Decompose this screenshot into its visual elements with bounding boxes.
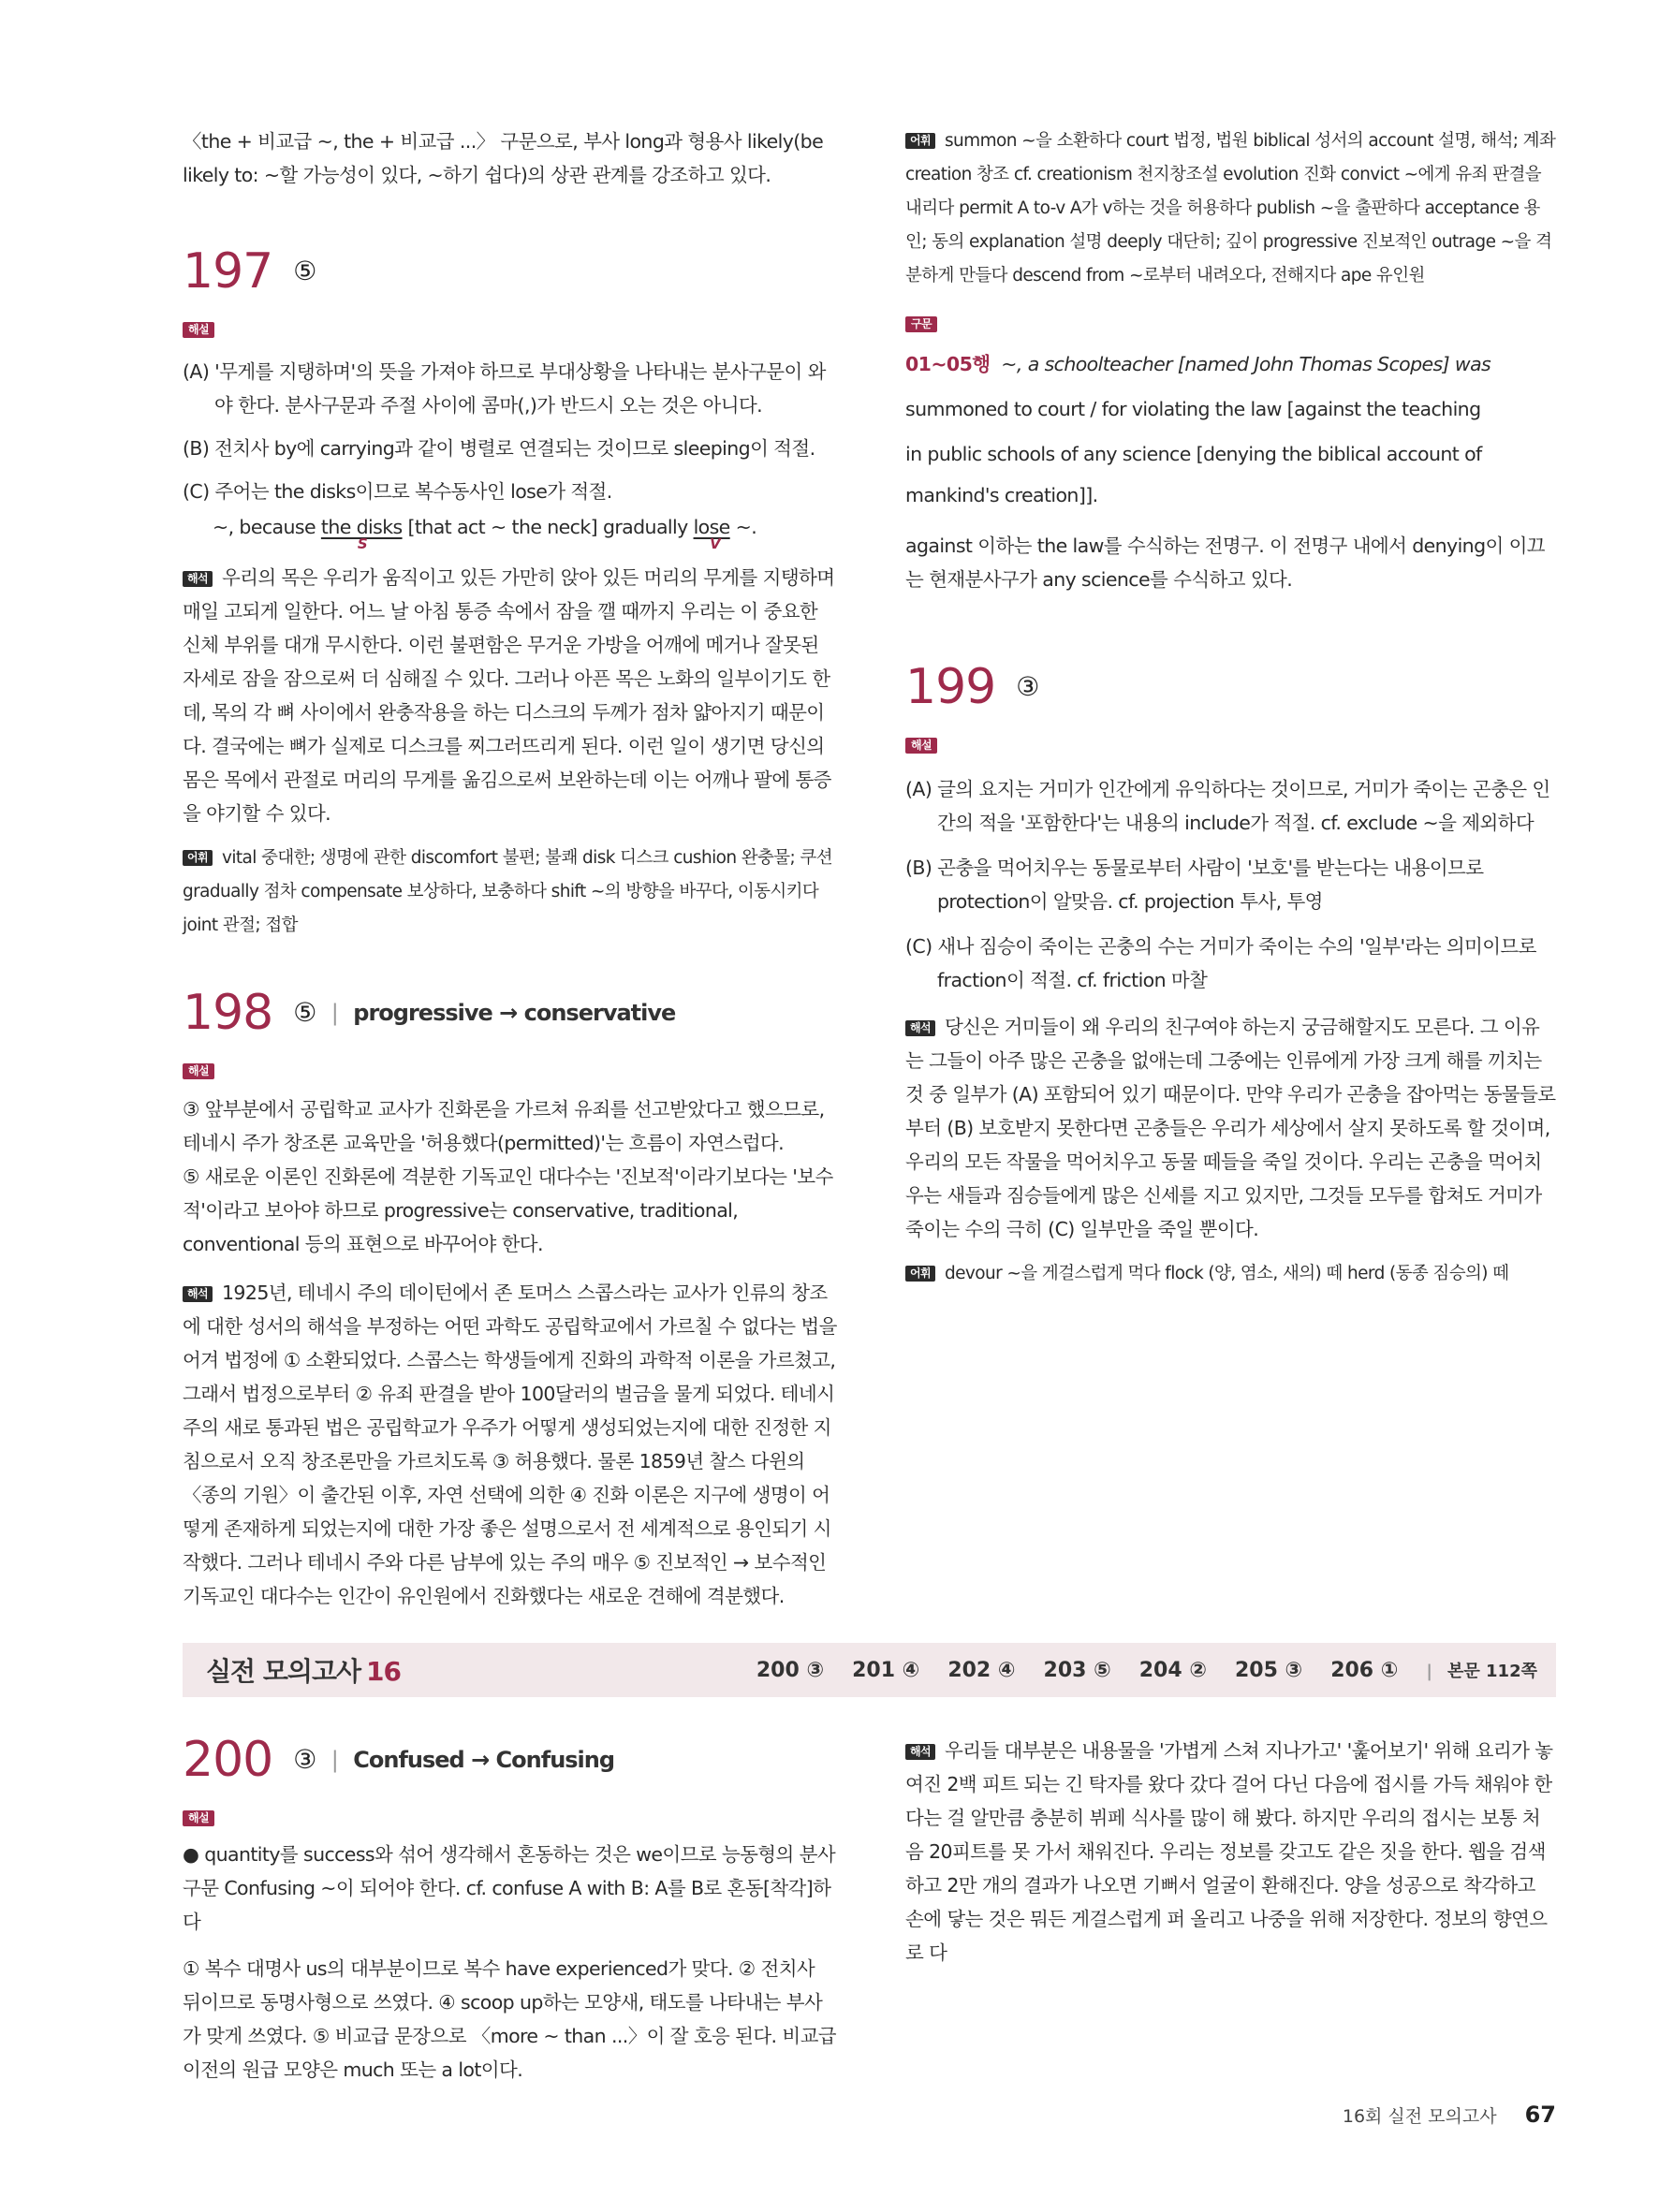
q198-explanation — [183, 1053, 838, 1613]
syntax-note: against 이하는 the law를 수식하는 전명구. 이 전명구 내에서 denying이 이끄는 현재분사구가 any science를 수식하고 있다. — [905, 535, 1546, 591]
intro-line-2: likely to: ~할 가능성이 있다, ~하기 쉽다)의 상관 관계를 강조하고 있다. — [183, 164, 771, 186]
band-answer: 201 ④ — [852, 1658, 920, 1682]
explanation-tag: 해설 — [183, 1810, 214, 1826]
band-reference: | 본문 112쪽 — [1426, 1662, 1537, 1681]
question-answer: ③ — [1016, 671, 1039, 702]
syntax-line-3: in public schools of any science [denying the biblical account of — [905, 443, 1482, 465]
section-band — [183, 1643, 1556, 1697]
q198-syntax — [905, 306, 1556, 596]
q200-right — [905, 1734, 1556, 1970]
q198-point-3: ③ 앞부분에서 공립학교 교사가 진화론을 가르쳐 유죄를 선고받았다고 했으므로, 테네시 주가 창조론 교육만을 '허용했다(permitted)'는 흐름이 자연스럽다. — [183, 1098, 825, 1154]
vocab-tag: 어휘 — [905, 1266, 935, 1282]
question-correction: progressive → conservative — [353, 1000, 676, 1026]
q200-left — [183, 1727, 838, 2081]
page-number: 67 — [1524, 2102, 1556, 2128]
band-title: 실전 모의고사 16 — [206, 1656, 402, 1687]
q199-item-a: (A) 글의 요지는 거미가 인간에게 유익하다는 것이므로, 거미가 죽이는 곤충은 인간의 적을 '포함한다'는 내용의 include가 적절. cf. exclude ~을 제외하다 — [905, 778, 1550, 834]
band-answer: 203 ⑤ — [1043, 1658, 1111, 1682]
q199-vocab: 어휘 devour ~을 게걸스럽게 먹다 flock (양, 염소, 새의) 떼 herd (동종 짐승의) 떼 — [905, 1257, 1556, 1291]
translation-tag: 해석 — [183, 1286, 213, 1302]
example-subject: the disks — [320, 516, 403, 538]
q200-point-3: ● quantity를 success와 섞어 생각해서 혼동하는 것은 we이므로 능동형의 분사구문 Confusing ~이 되어야 한다. cf. confuse A with B: A를 B로 혼동[착각]하다 — [183, 1843, 836, 1933]
question-199-header — [905, 654, 1556, 720]
question-number: 197 — [183, 243, 273, 300]
q197-example: ~, because the disks S [that act ~ the neck] gradually lose V ~. — [183, 510, 838, 544]
question-answer: ⑤ — [293, 256, 316, 286]
intro-line-1: 〈the + 비교급 ~, the + 비교급 ...〉 구문으로, 부사 long과 형용사 likely(be — [183, 130, 824, 153]
syntax-ref: 01~05행 — [905, 353, 991, 375]
q200-point-rest: ① 복수 대명사 us의 대부분이므로 복수 have experienced가 맞다. ② 전치사 뒤이므로 동명사형으로 쓰였다. ④ scoop up하는 모양새, 태도를 나타내는 부사가 맞게 쓰였다. ⑤ 비교급 문장으로 〈more ~ than ...〉이 잘 호응 된다. 비교급 이전의 원급 모양은 much 또는 a lot이다. — [183, 1957, 837, 2081]
explanation-tag: 해설 — [905, 738, 937, 754]
question-answer: ⑤ — [293, 997, 316, 1028]
separator: | — [330, 1000, 339, 1026]
q198-vocab: 어휘 summon ~을 소환하다 court 법정, 법원 biblical 성서의 account 설명, 해석; 계좌 creation 창조 cf. creationism 천지창조설 evolution 진화 convict ~에게 유죄 판결을 내리다 permit A to-v A가 v하는 것을 허용하다 publish ~을 출판하다 acceptance 용인; 동의 explanation 설명 deeply 대단히; 깊이 progressive 진보적인 outrage ~을 격분하게 만들다 descend from ~로부터 내려오다, 전해지다 ape 유인원 — [905, 131, 1556, 286]
syntax-line-4: mankind's creation]]. — [905, 484, 1098, 506]
q197-translation: 해석 우리의 목은 우리가 움직이고 있든 가만히 앉아 있든 머리의 무게를 지탱하며 매일 고되게 일한다. 어느 날 아침 통증 속에서 잠을 깰 때까지 우리는 이 중요한 신체 부위를 대개 무시한다. 이런 불편함은 무거운 가방을 어깨에 메거나 잘못된 자세로 잠을 잠으로써 더 심해질 수 있다. 그러나 아픈 목은 노화의 일부이기도 한데, 목의 각 뼈 사이에서 완충작용을 하는 디스크의 두께가 점차 얇아지기 때문이다. 결국에는 뼈가 실제로 디스크를 찌그러뜨리게 된다. 이런 일이 생기면 당신의 몸은 목에서 관절로 머리의 무게를 옮김으로써 보완하는데 이는 어깨나 팔에 통증을 야기할 수 있다. — [183, 566, 835, 825]
q197-explanation — [183, 312, 838, 943]
translation-tag: 해석 — [905, 1744, 935, 1760]
vocab-tag: 어휘 — [905, 133, 935, 149]
q197-item-b: (B) 전치사 by에 carrying과 같이 병렬로 연결되는 것이므로 sleeping이 적절. — [183, 437, 815, 460]
question-number: 198 — [183, 985, 273, 1041]
band-answer: 206 ① — [1330, 1658, 1399, 1682]
q197-vocab: 어휘 vital 중대한; 생명에 관한 discomfort 불편; 불쾌 disk 디스크 cushion 완충물; 쿠션 gradually 점차 compensate 보상하다, 보충하다 shift ~의 방향을 바꾸다, 이동시키다 joint 관절; 접합 — [183, 848, 833, 935]
q197-item-c: (C) 주어는 the disks이므로 복수동사인 lose가 적절. — [183, 480, 612, 503]
translation-tag: 해석 — [183, 571, 213, 587]
q197-item-a: (A) '무게를 지탱하며'의 뜻을 가져야 하므로 부대상황을 나타내는 분사구문이 와야 한다. 분사구문과 주절 사이에 콤마(,)가 반드시 오는 것은 아니다. — [183, 360, 826, 417]
syntax-tag: 구문 — [905, 316, 937, 332]
footer-label: 16회 실전 모의고사 — [1342, 2105, 1497, 2127]
left-column — [183, 125, 838, 1613]
question-number: 199 — [905, 659, 996, 715]
band-number: 16 — [366, 1656, 402, 1687]
subject-mark: S — [357, 535, 368, 552]
q199-item-b: (B) 곤충을 먹어치우는 동물로부터 사람이 '보호'를 받는다는 내용이므로 protection이 알맞음. cf. projection 투사, 투영 — [905, 857, 1484, 913]
question-correction: Confused → Confusing — [353, 1747, 615, 1773]
q198-point-5: ⑤ 새로운 이론인 진화론에 격분한 기독교인 대다수는 '진보적'이라기보다는 '보수적'이라고 보아야 하므로 progressive는 conservative, traditional, conventional 등의 표현으로 바꾸어야 한다. — [183, 1165, 833, 1255]
syntax-line-1: 01~05행 ~, a schoolteacher [named John Thomas Scopes] was — [905, 353, 1491, 375]
syntax-line-2: summoned to court / for violating the law [against the teaching — [905, 398, 1481, 420]
band-answer: 204 ② — [1138, 1658, 1207, 1682]
vocab-tag: 어휘 — [183, 850, 213, 866]
question-number: 200 — [183, 1732, 273, 1788]
band-answer: 205 ③ — [1234, 1658, 1303, 1682]
q200-explanation — [183, 1800, 838, 2081]
separator: | — [330, 1747, 339, 1773]
right-column — [905, 125, 1556, 1291]
q199-translation: 해석 당신은 거미들이 왜 우리의 친구여야 하는지 궁금해할지도 모른다. 그 이유는 그들이 아주 많은 곤충을 없애는데 그중에는 인류에게 가장 크게 해를 끼치는 것 중 일부가 (A) 포함되어 있기 때문이다. 만약 우리가 곤충을 잡아먹는 동물들로부터 (B) 보호받지 못한다면 곤충들은 우리가 세상에서 살지 못하도록 할 것이며, 우리의 모든 작물을 먹어치우고 동물 떼들을 죽일 것이다. 우리는 곤충을 먹어치우는 새들과 짐승들에게 많은 신세를 지고 있지만, 그것들 모두를 합쳐도 거미가 죽이는 수의 극히 (C) 일부만을 죽일 뿐이다. — [905, 1016, 1556, 1240]
question-answer: ③ — [293, 1744, 316, 1775]
translation-tag: 해석 — [905, 1020, 935, 1036]
question-198-header — [183, 980, 838, 1046]
page-footer — [1343, 2102, 1556, 2128]
q200-translation: 해석 우리들 대부분은 내용물을 '가볍게 스쳐 지나가고' '훑어보기' 위해 요리가 놓여진 2백 피트 되는 긴 탁자를 왔다 갔다 걸어 다닌 다음에 접시를 가득 채워야 한다는 걸 알만큼 충분히 뷔페 식사를 많이 해 봤다. 하지만 우리의 접시는 보통 처음 20피트를 못 가서 채워진다. 우리는 정보를 갖고도 같은 짓을 한다. 웹을 검색하고 2만 개의 결과가 나오면 기뻐서 얼굴이 환해진다. 양을 성공으로 착각하고 손에 닿는 것은 뭐든 게걸스럽게 퍼 올리고 나중을 위해 저장한다. 정보의 향연으로 다 — [905, 1739, 1553, 1964]
band-answers — [728, 1658, 1556, 1682]
verb-mark: V — [710, 535, 721, 552]
example-verb: lose — [693, 516, 730, 538]
explanation-tag: 해설 — [183, 1063, 214, 1079]
question-200-header — [183, 1727, 838, 1793]
band-answer: 200 ③ — [756, 1658, 825, 1682]
q198-translation: 해석 1925년, 테네시 주의 데이턴에서 존 토머스 스콥스라는 교사가 인류의 창조에 대한 성서의 해석을 부정하는 어떤 과학도 공립학교에서 가르칠 수 없다는 법을 어겨 법정에 ① 소환되었다. 스콥스는 학생들에게 진화의 과학적 이론을 가르쳤고, 그래서 법정으로부터 ② 유죄 판결을 받아 100달러의 벌금을 물게 되었다. 테네시 주의 새로 통과된 법은 공립학교가 우주가 어떻게 생성되었는지에 대한 진정한 지침으로서 오직 창조론만을 가르치도록 ③ 허용했다. 물론 1859년 찰스 다윈의 〈종의 기원〉이 출간된 이후, 자연 선택에 의한 ④ 진화 이론은 지구에 생명이 어떻게 존재하게 되었는지에 대한 가장 좋은 설명으로서 전 세계적으로 용인되기 시작했다. 그러나 테네시 주와 다른 남부에 있는 주의 매우 ⑤ 진보적인 → 보수적인 기독교인 대다수는 인간이 유인원에서 진화했다는 새로운 견해에 격분했다. — [183, 1282, 837, 1607]
q199-explanation — [905, 727, 1556, 1291]
question-197-header — [183, 239, 838, 304]
explanation-tag: 해설 — [183, 322, 214, 338]
q199-item-c: (C) 새나 짐승이 죽이는 곤충의 수는 거미가 죽이는 수의 '일부'라는 의미이므로 fraction이 적절. cf. friction 마찰 — [905, 935, 1536, 991]
band-answer: 202 ④ — [947, 1658, 1016, 1682]
